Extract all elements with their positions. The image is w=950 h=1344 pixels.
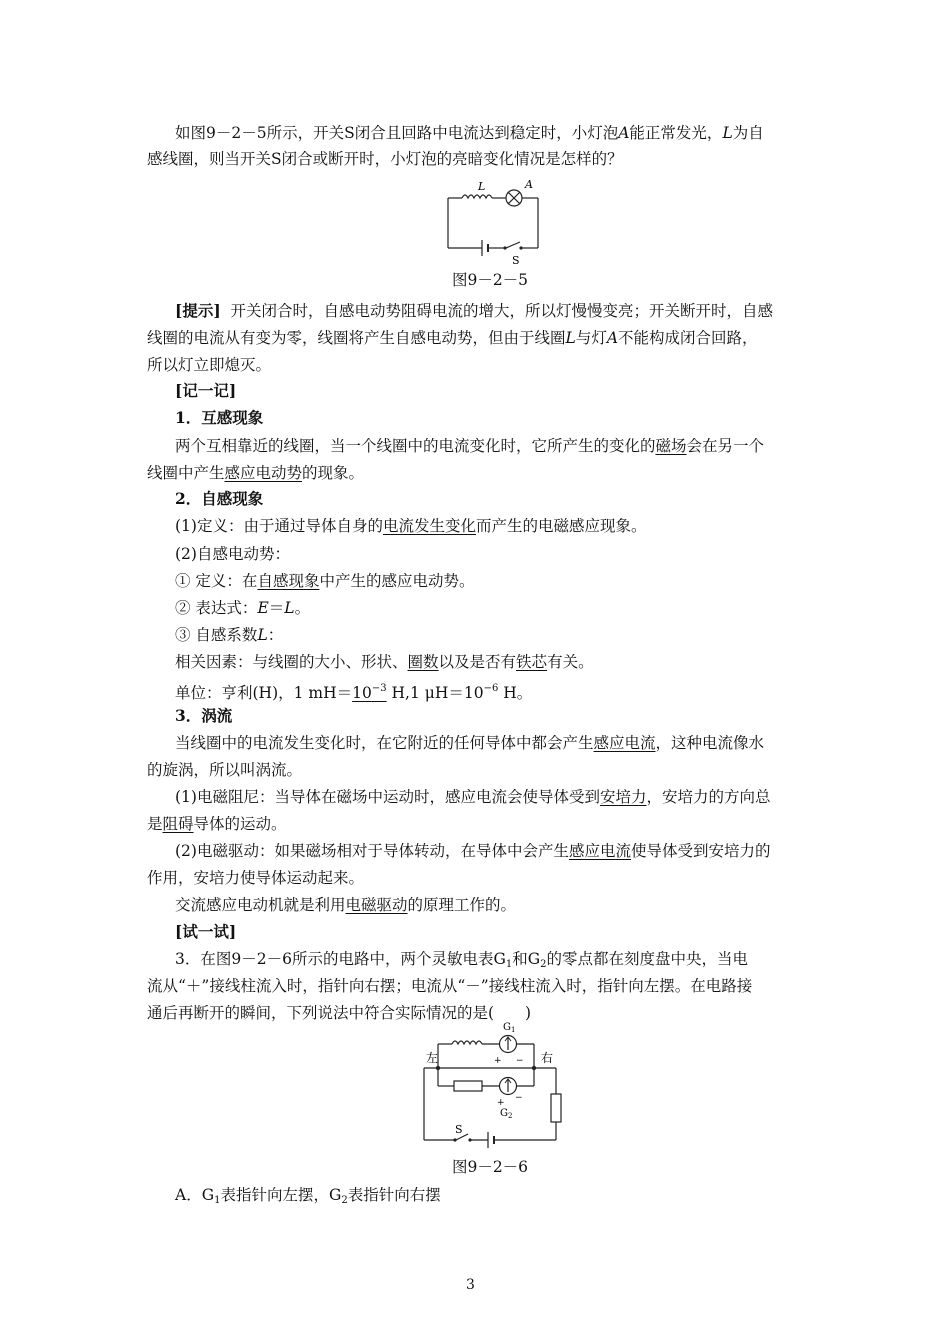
q3-line-1: 3．在图9－2－6所示的电路中，两个灵敏电表$G_1$和$G_2$的零点都在刻度盘中央，当电 — [175, 950, 748, 970]
figure-9-2-6-caption: 图9－2－6 — [451, 1158, 529, 1176]
fig926-g1-label: $G_1$ — [503, 1022, 516, 1034]
trial-heading: [试一试] — [175, 922, 237, 941]
fig926-g1-plus: + — [494, 1056, 502, 1066]
page-number: 3 — [466, 1277, 475, 1293]
s3-motor: 交流感应电动机就是利用电磁驱动的原理工作的。 — [175, 896, 517, 914]
fig925-label-L: L — [478, 180, 486, 193]
section-2-title: 2．自感现象 — [175, 489, 264, 508]
option-a: A．$G_1$表指针向左摆，$G_2$表指针向右摆 — [175, 1186, 441, 1206]
s3-drive-1: (2)电磁驱动：如果磁场相对于导体转动，在导体中会产生感应电流使导体受到安培力的 — [175, 842, 771, 860]
s3-drive-2: 作用，安培力使导体运动起来。 — [147, 869, 365, 887]
s3-damping-2: 是阻碍导体的运动。 — [147, 815, 287, 833]
fig926-switch-label: S — [455, 1123, 463, 1136]
s2-emf: (2)自感电动势： — [175, 545, 290, 563]
s2-definition: (1)定义：由于通过导体自身的电流发生变化而产生的电磁感应现象。 — [175, 517, 647, 535]
fig926-right-label: 右 — [541, 1051, 554, 1065]
hint-line-2: 线圈的电流从有变为零，线圈将产生自感电动势，但由于线圈L与灯A不能构成闭合回路， — [147, 329, 758, 347]
figure-9-2-5 — [440, 176, 550, 270]
section-3-title: 3．涡流 — [175, 706, 233, 725]
s2-inductance: ③ 自感系数L： — [175, 626, 284, 644]
section-1-title: 1．互感现象 — [175, 408, 264, 427]
s3-line-1: 当线圈中的电流发生变化时，在它附近的任何导体中都会产生感应电流，这种电流像水 — [175, 734, 765, 752]
fig926-g2-minus: − — [515, 1093, 523, 1103]
fig926-left-label: 左 — [426, 1051, 439, 1065]
fig926-g2-plus: + — [497, 1098, 505, 1108]
figure-9-2-6 — [410, 1018, 570, 1152]
figure-9-2-5-caption: 图9－2－5 — [451, 271, 529, 289]
hint-line-3: 所以灯立即熄灭。 — [147, 356, 272, 374]
q3-line-3: 通后再断开的瞬间，下列说法中符合实际情况的是( ) — [147, 1004, 532, 1022]
intro-line-2: 感线圈，则当开关S闭合或断开时，小灯泡的亮暗变化情况是怎样的？ — [147, 150, 623, 168]
fig925-label-A: A — [525, 178, 533, 191]
intro-line-1: 如图9－2－5所示，开关S闭合且回路中电流达到稳定时，小灯泡A能正常发光，L为自 — [175, 124, 764, 142]
fig925-label-S: S — [512, 254, 520, 266]
s3-damping-1: (1)电磁阻尼：当导体在磁场中运动时，感应电流会使导体受到安培力，安培力的方向总 — [175, 788, 771, 806]
remember-heading: [记一记] — [175, 381, 237, 400]
s3-line-2: 的旋涡，所以叫涡流。 — [147, 761, 303, 779]
s1-line-2: 线圈中产生感应电动势的现象。 — [147, 464, 365, 482]
hint-line-1: [提示] 开关闭合时，自感电动势阻碍电流的增大，所以灯慢慢变亮；开关断开时，自感 — [175, 301, 774, 320]
s2-units: 单位：亨利(H)，1 $mH=10^{-3}$ H,1 $\mu H=10^{-6}$ H。 — [175, 683, 533, 702]
s2-factors: 相关因素：与线圈的大小、形状、圈数以及是否有铁芯有关。 — [175, 653, 594, 671]
s2-emf-expression: ② 表达式：E＝L。 — [175, 599, 311, 617]
s2-emf-definition: ① 定义：在自感现象中产生的感应电动势。 — [175, 572, 475, 590]
fig926-g2-label: $G_2$ — [500, 1108, 513, 1120]
q3-line-2: 流从“＋”接线柱流入时，指针向右摆；电流从“－”接线柱流入时，指针向左摆。在电路接 — [147, 977, 753, 995]
fig926-g1-minus: − — [516, 1056, 524, 1066]
s1-line-1: 两个互相靠近的线圈，当一个线圈中的电流变化时，它所产生的变化的磁场会在另一个 — [175, 437, 765, 455]
